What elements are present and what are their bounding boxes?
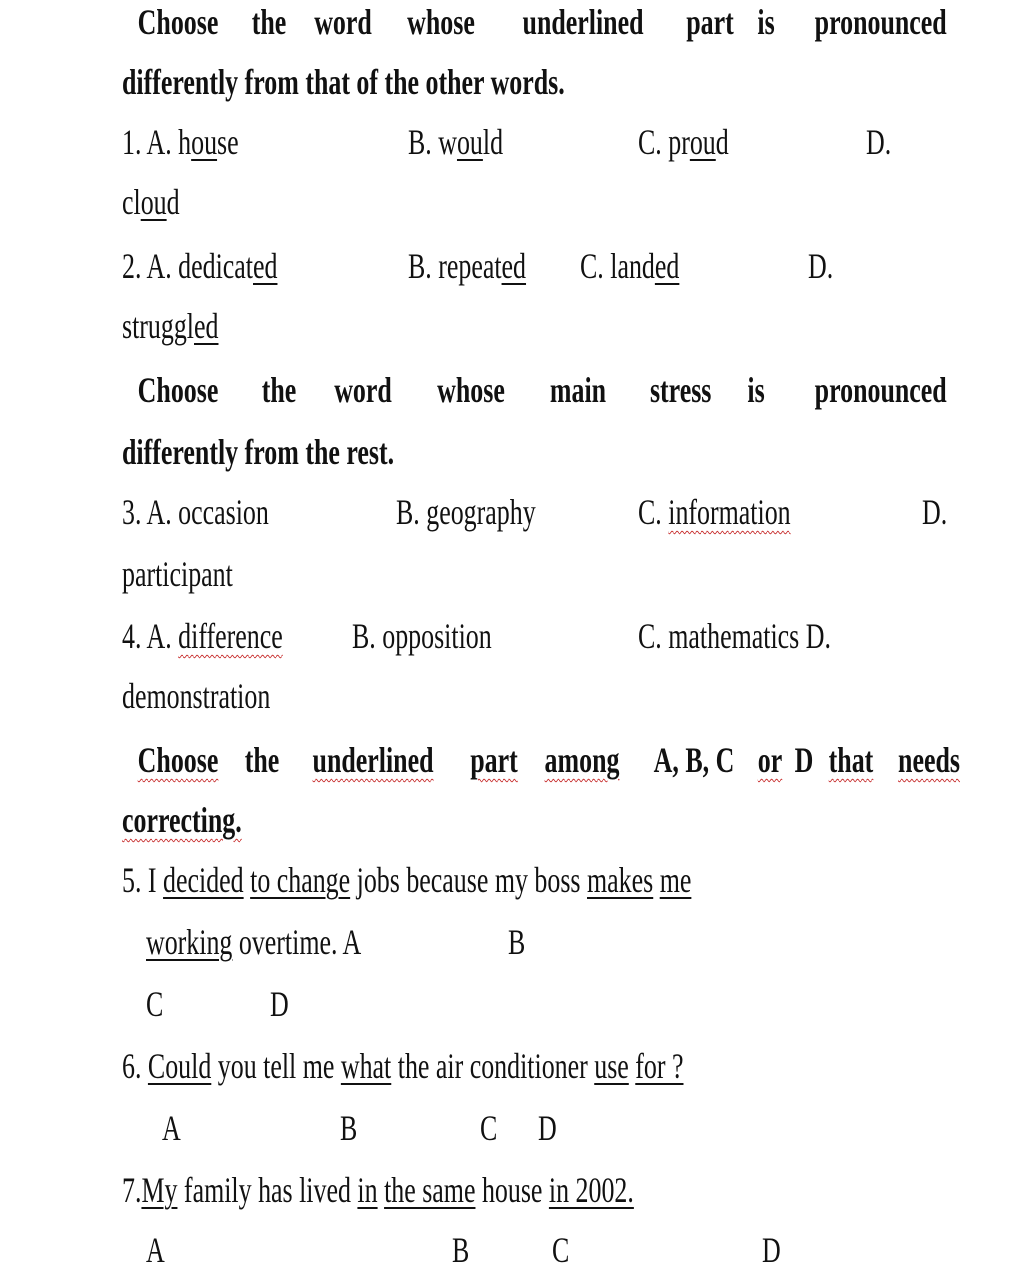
q1-option-d [122,184,180,220]
q1-c-suffix: d [715,122,729,162]
section3-heading-correcting: correcting. [122,800,242,840]
q6-underlined-b: what [340,1046,392,1086]
heading-word: Choose [137,740,219,780]
q2-a-underlined: ed [253,246,278,286]
q5-underlined-c2: me [659,860,692,900]
q3-c-word-spellcheck: information [668,492,791,532]
heading-word: among [544,740,620,780]
q7-underlined-b: in [357,1170,378,1210]
q1-a-underlined: ou [191,122,218,162]
q1-option-b [408,124,503,160]
q6-underlined-c: use [594,1046,629,1086]
section2-heading-line2: differently from the rest. [122,432,395,472]
q4-option-b: B. opposition [352,616,492,656]
q6-underlined-d: for ? [635,1046,684,1086]
q1-b-prefix: B. w [408,122,457,162]
q6-number: 6. [122,1046,142,1086]
q1-a-prefix: A. h [146,122,192,162]
q1-option-c [638,124,729,160]
heading-word: D [794,740,814,780]
heading-word: word [334,370,393,410]
q1-c-prefix: C. pr [638,122,690,162]
q6-line1 [122,1048,683,1084]
q3-option-d-label: D. [922,492,948,532]
heading-word: part [686,2,735,42]
q7-underlined-c: the same [384,1170,476,1210]
q1-d-underlined: ou [140,182,167,222]
heading-word: word [314,2,373,42]
q6-underlined-a: Could [147,1046,212,1086]
q6-label-b: B [340,1108,358,1148]
heading-word: pronounced [814,2,947,42]
heading-word: the [261,370,297,410]
q4-option-d: demonstration [122,676,271,716]
heading-word: the [244,740,279,780]
q3-option-d: participant [122,554,233,594]
q3-option-c [638,494,791,530]
q3-option-b: B. geography [396,492,536,532]
q5-underlined-c1: makes [587,860,654,900]
q2-c-prefix: C. land [580,246,655,286]
section2-heading-line1 [122,372,972,408]
heading-word: part [469,740,518,780]
heading-word: whose [437,370,506,410]
heading-word: A, B, C [653,740,735,780]
q7-underlined-d: in 2002. [548,1170,634,1210]
q7-underlined-a: My [141,1170,178,1210]
heading-word: Choose [137,2,219,42]
q5-label-a: A [342,922,362,962]
q5-line2 [146,924,361,960]
heading-word: Choose [137,370,219,410]
q7-label-b: B [452,1230,470,1270]
heading-word: whose [407,2,475,42]
q3-option-a: 3. A. occasion [122,492,269,532]
q2-option-b [408,248,526,284]
q5-underlined-b: to change [250,860,351,900]
heading-word: needs [897,740,960,780]
q4-a-word-spellcheck: difference [178,616,283,656]
q7-label-a: A [146,1230,165,1270]
q7-line1 [122,1172,634,1208]
q2-d-underlined: ed [194,306,219,346]
heading-word: is [757,2,775,42]
q2-option-c [580,248,679,284]
q2-a-prefix: A. dedicat [146,246,254,286]
q6-middle-text-1: you tell me [217,1046,335,1086]
q2-option-d-label: D. [808,246,834,286]
section1-heading-line2: differently from that of the other words. [122,62,565,102]
heading-word: that [829,740,874,780]
heading-word: stress [649,370,712,410]
q2-b-underlined: ed [501,246,527,286]
q4-a-prefix: 4. A. [122,616,179,656]
q6-middle-text-2: the air conditioner [397,1046,588,1086]
q5-line1 [122,862,691,898]
q7-middle-text-1: family has lived [183,1170,351,1210]
q1-c-underlined: ou [689,122,716,162]
q1-option-d-label: D. [866,122,892,162]
q5-middle-text: jobs because my boss [356,860,581,900]
q2-option-d [122,308,218,344]
heading-word: main [549,370,607,410]
heading-word: underlined [522,2,644,42]
heading-word: underlined [312,740,434,780]
q5-label-c: C [146,984,164,1024]
q5-underlined-a: decided [163,860,244,900]
q2-c-underlined: ed [654,246,680,286]
q2-d-prefix: struggl [122,306,195,346]
q6-label-a: A [162,1108,181,1148]
q2-b-prefix: B. repeat [408,246,502,286]
q5-underlined-d: working [146,922,233,962]
q4-option-c: C. mathematics D. [638,616,831,656]
q3-c-prefix: C. [638,492,669,532]
heading-word: the [251,2,286,42]
q1-d-suffix: d [166,182,180,222]
section3-heading-line1 [122,742,972,778]
q2-number: 2. [122,246,142,286]
q7-middle-text-2: house [481,1170,543,1210]
section3-heading-line2 [122,802,242,838]
q4-option-a [122,618,283,654]
q6-label-d: D [538,1108,557,1148]
q5-number: 5. I [122,860,157,900]
q1-b-suffix: ld [482,122,504,162]
section1-heading-line1 [122,4,972,40]
heading-word: or [758,740,783,780]
q1-b-underlined: ou [456,122,483,162]
q1-option-a [122,124,239,160]
q5-label-b: B [508,922,526,962]
heading-word: is [747,370,765,410]
q5-tail: overtime. [238,922,338,962]
q1-number: 1. [122,122,142,162]
q6-label-c: C [480,1108,498,1148]
q1-a-suffix: se [217,122,239,162]
q2-option-a [122,248,277,284]
q7-number: 7. [122,1170,142,1210]
q7-label-d: D [762,1230,781,1270]
q1-d-prefix: cl [122,182,141,222]
heading-word: pronounced [814,370,947,410]
q5-label-d: D [270,984,289,1024]
q7-label-c: C [552,1230,570,1270]
